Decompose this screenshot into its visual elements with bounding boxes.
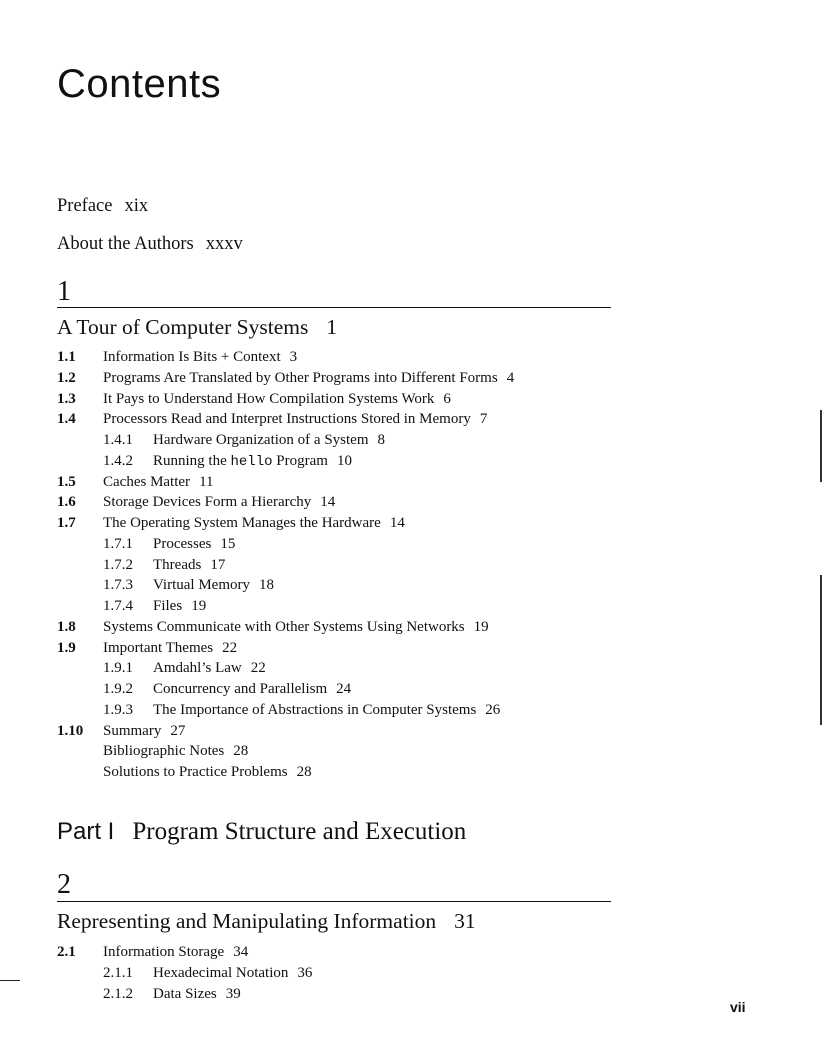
- page-number: vii: [730, 999, 746, 1015]
- toc-entry-1-4-2[interactable]: [57, 451, 617, 472]
- section-title: Storage Devices Form a Hierarchy: [103, 494, 312, 511]
- subsection-number: 2.1.2: [103, 985, 133, 1002]
- section-page: 3: [289, 349, 298, 365]
- subsection-title: Processes: [153, 535, 212, 552]
- subsection-title: The Importance of Abstractions in Computer Systems: [153, 701, 477, 718]
- subsection-title-end: Program: [276, 452, 328, 469]
- subsection-title: Threads: [153, 556, 202, 573]
- chapter-2-title: Representing and Manipulating Information: [57, 909, 437, 933]
- toc-entry-1-1[interactable]: [57, 347, 617, 368]
- section-title: Programs Are Translated by Other Programs into Different Forms: [103, 369, 498, 386]
- section-title: Information Is Bits + Context: [103, 349, 281, 365]
- section-title: Information Storage: [103, 944, 225, 960]
- toc-entry-1-9-1[interactable]: [57, 658, 617, 679]
- toc-entry-1-4-1[interactable]: [57, 430, 617, 451]
- chapter-2-rule: [57, 901, 611, 902]
- toc-entry-2-1-2[interactable]: [57, 984, 617, 1005]
- toc-about-authors[interactable]: [57, 234, 243, 255]
- section-number: 1.4: [57, 411, 76, 428]
- chapter-1-rule: [57, 307, 611, 308]
- chapter-2-page: 31: [454, 909, 476, 933]
- toc-about-authors-page: xxxv: [205, 234, 243, 254]
- subsection-number: 1.7.3: [103, 577, 133, 594]
- toc-entry-1-2[interactable]: [57, 368, 617, 389]
- chapter-2-number: 2: [57, 869, 71, 900]
- subsection-number: 1.4.1: [103, 432, 133, 448]
- subsection-title: Data Sizes: [153, 985, 217, 1002]
- section-title: Bibliographic Notes: [103, 743, 225, 760]
- section-page: 19: [473, 618, 489, 635]
- section-title: Systems Communicate with Other Systems Using Networks: [103, 618, 465, 635]
- toc-entry-1-7-3[interactable]: [57, 575, 617, 596]
- section-title: It Pays to Understand How Compilation Systems Work: [103, 390, 435, 407]
- page-edge-mark: [820, 410, 822, 482]
- subsection-number: 1.7.2: [103, 556, 133, 573]
- section-page: 28: [296, 764, 312, 780]
- section-page: 7: [479, 411, 488, 428]
- subsection-title: Hexadecimal Notation: [153, 964, 289, 981]
- subsection-page: 19: [191, 598, 207, 614]
- toc-about-authors-label: About the Authors: [57, 234, 194, 254]
- margin-mark: [0, 980, 20, 981]
- toc-entry-1-8[interactable]: [57, 617, 617, 638]
- toc-preface[interactable]: [57, 196, 148, 217]
- section-number: 1.8: [57, 618, 76, 635]
- section-number: 2.1: [57, 944, 76, 960]
- subsection-page: 36: [297, 964, 313, 981]
- section-title: Processors Read and Interpret Instructions Stored in Memory: [103, 411, 471, 428]
- part-title: Program Structure and Execution: [132, 818, 467, 845]
- section-title: Important Themes: [103, 639, 214, 656]
- part-heading[interactable]: [57, 818, 466, 846]
- subsection-number: 1.4.2: [103, 452, 133, 469]
- section-page: 11: [199, 473, 214, 490]
- section-page: 14: [320, 494, 336, 511]
- toc-entry-1-4[interactable]: [57, 409, 617, 430]
- subsection-page: 17: [210, 556, 226, 573]
- section-number: 1.10: [57, 722, 84, 739]
- subsection-number: 2.1.1: [103, 964, 133, 981]
- section-title: Solutions to Practice Problems: [103, 764, 288, 780]
- subsection-number: 1.9.3: [103, 701, 133, 718]
- toc-entry-1-7-1[interactable]: [57, 534, 617, 555]
- toc-entry-1-7-4[interactable]: [57, 596, 617, 617]
- subsection-number: 1.7.1: [103, 535, 133, 552]
- section-page: 34: [233, 944, 249, 960]
- subsection-page: 15: [220, 535, 236, 552]
- toc-preface-label: Preface: [57, 196, 113, 216]
- subsection-number: 1.9.1: [103, 660, 133, 677]
- section-page: 22: [222, 639, 238, 656]
- toc-entry-1-3[interactable]: [57, 389, 617, 410]
- subsection-title: Files: [153, 598, 183, 614]
- chapter-1-toc: [57, 347, 617, 783]
- section-page: 27: [170, 722, 186, 739]
- chapter-2-heading[interactable]: [57, 909, 476, 934]
- section-number: 1.3: [57, 390, 76, 407]
- subsection-page: 18: [259, 577, 274, 594]
- section-page: 14: [389, 515, 405, 531]
- chapter-1-page: 1: [326, 315, 338, 339]
- toc-entry-1-9[interactable]: [57, 638, 617, 659]
- page-edge-mark: [820, 575, 822, 725]
- subsection-page: 8: [377, 432, 385, 448]
- subsection-title: Virtual Memory: [153, 577, 250, 594]
- chapter-1-title: A Tour of Computer Systems: [57, 315, 309, 339]
- subsection-number: 1.9.2: [103, 681, 133, 697]
- toc-entry-1-9-2[interactable]: [57, 679, 617, 700]
- section-page: 6: [443, 390, 451, 407]
- part-label: Part I: [57, 818, 115, 845]
- toc-entry-2-1[interactable]: [57, 942, 617, 963]
- section-number: 1.5: [57, 473, 76, 490]
- toc-entry-bibliographic-notes[interactable]: [57, 741, 617, 762]
- section-number: 1.6: [57, 494, 76, 511]
- toc-entry-1-6[interactable]: [57, 492, 617, 513]
- section-title: The Operating System Manages the Hardware: [103, 515, 381, 531]
- chapter-1-number: 1: [57, 276, 71, 307]
- chapter-1-heading[interactable]: [57, 315, 337, 340]
- section-number: 1.9: [57, 639, 76, 656]
- chapter-2-toc: [57, 942, 617, 1004]
- section-number: 1.7: [57, 515, 76, 531]
- subsection-title-start: Running the: [153, 452, 227, 469]
- section-number: 1.2: [57, 369, 76, 386]
- toc-preface-page: xix: [124, 196, 149, 216]
- subsection-number: 1.7.4: [103, 598, 133, 614]
- toc-entry-1-7-2[interactable]: [57, 555, 617, 576]
- subsection-title: Amdahl’s Law: [153, 660, 242, 677]
- subsection-page: 39: [225, 985, 241, 1002]
- toc-entry-1-10[interactable]: [57, 721, 617, 742]
- page-title: Contents: [57, 62, 222, 106]
- toc-entry-1-7[interactable]: [57, 513, 617, 534]
- subsection-title: Hardware Organization of a System: [153, 432, 369, 448]
- subsection-page: 24: [336, 681, 352, 697]
- toc-entry-solutions[interactable]: [57, 762, 617, 783]
- section-number: 1.1: [57, 349, 76, 365]
- section-page: 4: [506, 369, 515, 386]
- toc-entry-1-5[interactable]: [57, 472, 617, 493]
- section-page: 28: [233, 743, 249, 760]
- section-title: Summary: [103, 722, 162, 739]
- section-title: Caches Matter: [103, 473, 191, 490]
- toc-entry-1-9-3[interactable]: [57, 700, 617, 721]
- toc-entry-2-1-1[interactable]: [57, 963, 617, 984]
- code-term: hello: [230, 453, 273, 470]
- subsection-page: 10: [336, 452, 352, 469]
- subsection-page: 22: [250, 660, 266, 677]
- subsection-page: 26: [485, 701, 501, 718]
- subsection-title: Concurrency and Parallelism: [153, 681, 328, 697]
